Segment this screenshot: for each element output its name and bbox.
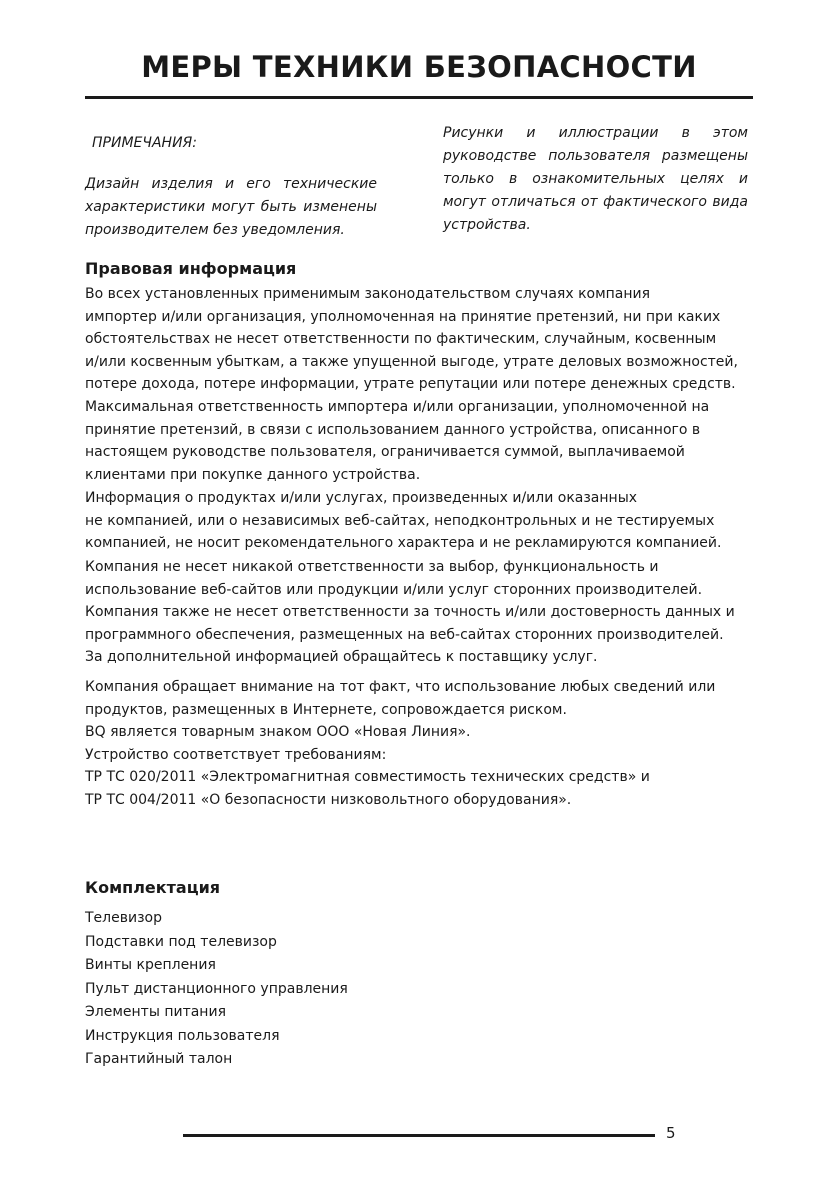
note-design-changes: Дизайн изделия и его технические характеристики могут быть изменены производителем без уведомления. (85, 176, 377, 238)
legal-paragraph-1 (85, 283, 755, 396)
note-illustrations: Рисунки и иллюстрации в этом руководстве пользователя размещены только в ознакомительных целях и могут отличаться от фактического вида устройства. (443, 125, 748, 233)
list-item: Инструкция пользователя (85, 1027, 280, 1044)
text-line: BQ является товарным знаком ООО «Новая Линия». (85, 724, 471, 741)
title-divider (85, 96, 753, 99)
text-line: настоящем руководстве пользователя, ограничивается суммой, выплачиваемой (85, 444, 685, 461)
page-number: 5 (666, 1124, 676, 1142)
text-line: потере дохода, потере информации, утрате репутации или потере денежных средств. (85, 376, 736, 393)
text-line: не компанией, или о независимых веб-сайтах, неподконтрольных и не тестируемых (85, 512, 715, 529)
text-line: импортер и/или организация, уполномоченная на принятие претензий, ни при каких (85, 308, 721, 325)
text-line: и/или косвенным убыткам, а также упущенной выгоде, утрате деловых возможностей, (85, 353, 738, 370)
list-item: Подставки под телевизор (85, 933, 277, 950)
text-line: принятие претензий, в связи с использованием данного устройства, описанного в (85, 421, 701, 438)
text-line: использование веб-сайтов или продукции и/или услуг сторонних производителей. (85, 581, 703, 598)
text-line: ТР ТС 020/2011 «Электромагнитная совместимость технических средств» и (85, 769, 650, 786)
notes-label: ПРИМЕЧАНИЯ: (92, 135, 197, 151)
list-item: Телевизор (85, 910, 162, 926)
text-line: Компания также не несет ответственности за точность и/или достоверность данных и (85, 604, 735, 621)
text-line: обстоятельствах не несет ответственности по фактическим, случайным, косвенным (85, 331, 717, 348)
text-line: продуктов, размещенных в Интернете, сопровождается риском. (85, 701, 567, 718)
text-line: Устройство соответствует требованиям: (85, 746, 387, 763)
text-line: Во всех установленных применимым законодательством случаях компания (85, 286, 651, 302)
legal-heading: Правовая информация (85, 259, 297, 278)
footer-divider (183, 1134, 655, 1137)
legal-paragraph-3 (85, 487, 755, 555)
text-line: Компания обращает внимание на тот факт, что использование любых сведений или (85, 679, 716, 695)
text-line: Информация о продуктах и/или услугах, произведенных и/или оказанных (85, 490, 638, 506)
text-line: Максимальная ответственность импортера и/или организации, уполномоченной на (85, 399, 710, 415)
page-title: МЕРЫ ТЕХНИКИ БЕЗОПАСНОСТИ (141, 50, 697, 84)
legal-paragraph-5 (85, 676, 755, 812)
kit-list (85, 907, 348, 1072)
text-line: За дополнительной информацией обращайтесь к поставщику услуг. (85, 649, 598, 666)
text-line: ТР ТС 004/2011 «О безопасности низковольтного оборудования». (85, 791, 572, 808)
text-line: компанией, не носит рекомендательного характера и не рекламируются компанией. (85, 535, 722, 552)
list-item: Элементы питания (85, 1004, 226, 1020)
list-item: Гарантийный талон (85, 1051, 233, 1067)
list-item: Пульт дистанционного управления (85, 980, 348, 997)
text-line: клиентами при покупке данного устройства. (85, 466, 421, 483)
legal-paragraph-4 (85, 556, 755, 669)
kit-heading: Комплектация (85, 878, 221, 897)
legal-paragraph-2 (85, 396, 755, 486)
list-item: Винты крепления (85, 957, 216, 973)
text-line: программного обеспечения, размещенных на веб-сайтах сторонних производителей. (85, 626, 724, 643)
text-line: Компания не несет никакой ответственности за выбор, функциональность и (85, 559, 659, 575)
